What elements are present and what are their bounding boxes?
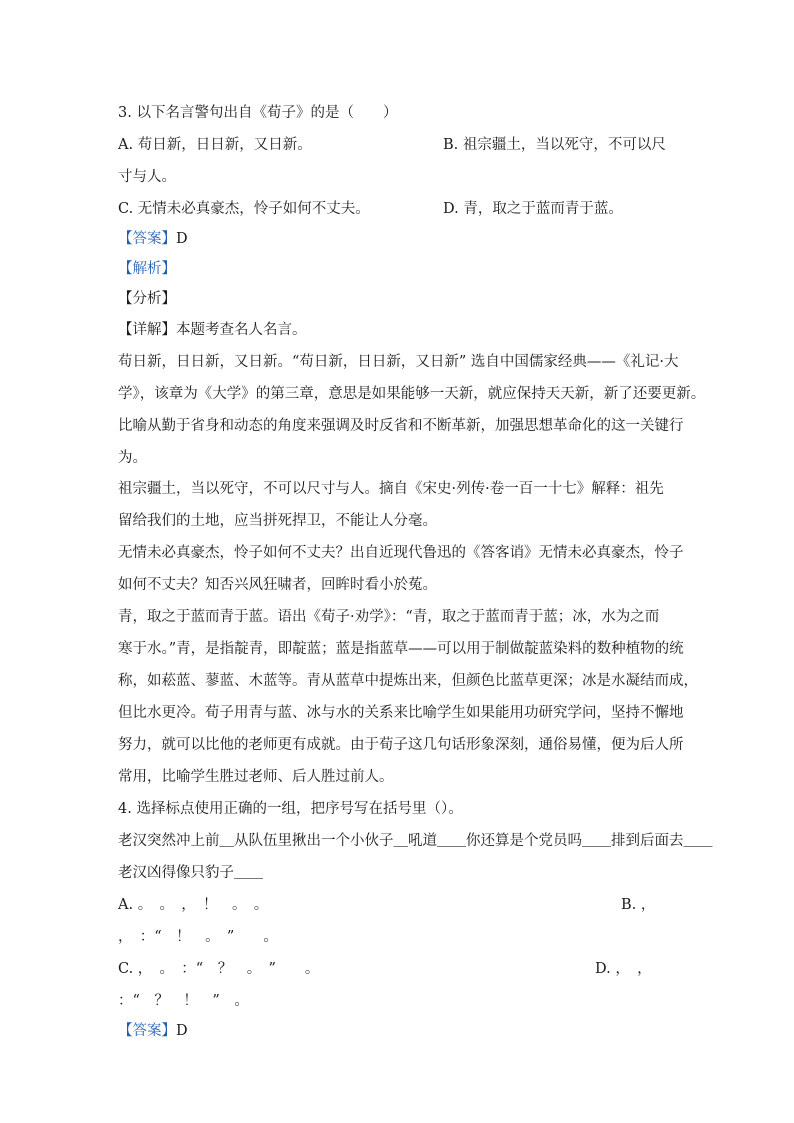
q3-option-b-continued: 寸与人。 [118, 169, 176, 185]
explanation-line: 青，取之于蓝而青于蓝。语出《荀子·劝学》：“青，取之于蓝而青于蓝；冰，水为之而 [118, 609, 660, 625]
q4-option-a: A. 。 。 ， ！ 。 。 [118, 897, 269, 913]
explanation-line: 努力，就可以比他的老师更有成就。由于荀子这几句话形象深刻，通俗易懂，便为后人所 [118, 737, 684, 753]
q3-stem: 3. 以下名言警句出自《荀子》的是（ ） [118, 105, 398, 121]
explanation-line: 称，如菘蓝、蓼蓝、木蓝等。青从蓝草中提炼出来，但颜色比蓝草更深；冰是水凝结而成， [118, 673, 698, 689]
explanation-line: 学》，该章为《大学》的第三章，意思是如果能够一天新，就应保持天天新，新了还要更新。 [118, 386, 706, 402]
detail-tag: 【详解】 [118, 322, 176, 338]
q4-option-c: C. ， 。 ：“ ？ 。 ” 。 [118, 961, 320, 977]
q4-option-d-continued: ：“ ？ ！ ” 。 [118, 993, 249, 1009]
q4-stem: 4. 选择标点使用正确的一组，把序号写在括号里（）。 [118, 801, 463, 817]
q3-option-b: B. 祖宗疆土，当以死守，不可以尺 [443, 137, 666, 153]
detail-intro: 本题考查名人名言。 [176, 322, 307, 338]
explanation-line: 祖宗疆土，当以死守，不可以尺寸与人。摘自《宋史·列传·卷一百一十七》解释：祖先 [118, 481, 664, 497]
q4-option-b-continued: ， ：“ ！ 。 ” 。 [118, 929, 278, 945]
explanation-line: 如何不丈夫？知否兴风狂啸者，回眸时看小於菟。 [118, 577, 437, 593]
q3-option-a: A. 苟日新，日日新，又日新。 [118, 137, 312, 153]
explanation-line: 留给我们的土地，应当拼死捍卫，不能让人分毫。 [118, 513, 437, 529]
q4-option-b: B. ， [621, 897, 656, 913]
q3-answer [118, 229, 678, 249]
q4-passage: 老汉突然冲上前＿从队伍里揪出一个小伙子＿吼道＿＿你还算是个党员吗＿＿排到后面去＿＿ [118, 833, 713, 849]
answer-value: D [176, 231, 188, 247]
answer-tag: 【答案】 [118, 231, 176, 247]
explanation-line: 为。 [118, 450, 147, 466]
analysis-tag: 【解析】 [118, 261, 176, 277]
explanation-line: 寒于水。”青，是指靛青，即靛蓝；蓝是指蓝草——可以用于制做靛蓝染料的数种植物的统 [118, 641, 684, 657]
detail-heading [118, 320, 678, 340]
explanation-line: 常用，比喻学生胜过老师、后人胜过前人。 [118, 769, 394, 785]
explanation-line: 但比水更冷。荀子用青与蓝、冰与水的关系来比喻学生如果能用功研究学问，坚持不懈地 [118, 705, 684, 721]
q4-option-d: D. ， ， [595, 961, 652, 977]
q3-option-d: D. 青，取之于蓝而青于蓝。 [443, 201, 623, 217]
fenxi-tag: 【分析】 [118, 291, 176, 307]
q4-passage-continued: 老汉凶得像只豹子＿＿ [118, 865, 263, 881]
q4-answer [118, 1021, 678, 1041]
answer-tag: 【答案】 [118, 1023, 176, 1039]
explanation-line: 无情未必真豪杰，怜子如何不丈夫？出自近现代鲁迅的《答客诮》无情未必真豪杰，怜子 [118, 545, 684, 561]
q3-option-c: C. 无情未必真豪杰，怜子如何不丈夫。 [118, 201, 370, 217]
answer-value: D [176, 1023, 188, 1039]
explanation-line: 比喻从勤于省身和动态的角度来强调及时反省和不断革新，加强思想革命化的这一关键行 [118, 418, 684, 434]
explanation-line: 苟日新，日日新，又日新。“苟日新，日日新，又日新” 选自中国儒家经典——《礼记·大 [118, 354, 679, 370]
